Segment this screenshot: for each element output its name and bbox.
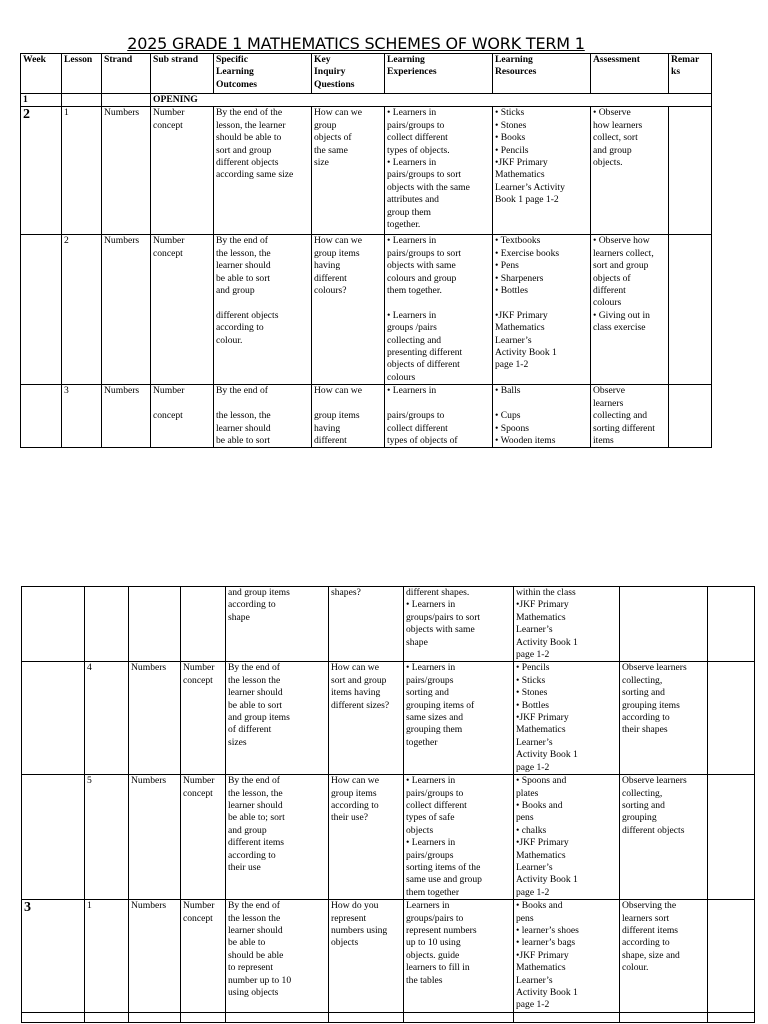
table-row (22, 1012, 755, 1022)
resources-cell: • Balls • Cups • Spoons • Wooden items (493, 385, 591, 448)
week-cell: 3 (22, 900, 85, 1013)
table-row (22, 662, 755, 775)
scheme-table-page-1 (20, 53, 712, 448)
resources-cell: • Pencils • Sticks • Stones • Bottles •JKF Primary Mathematics Learner’s Activity Book 1 page 1-2 (514, 662, 620, 775)
experiences-cell: different shapes. • Learners in groups/pairs to sort objects with same shape (404, 587, 514, 662)
strand-cell: Numbers (102, 235, 151, 385)
outcomes-cell: By the end of the lesson, the learner should be able to sort and group different objects according same size (214, 107, 312, 235)
table-cell (102, 94, 151, 107)
lesson-cell: 1 (62, 107, 102, 235)
resources-cell: • Textbooks • Exercise books • Pens • Sharpeners • Bottles •JKF Primary Mathematics Learner’s Activity Book 1 page 1-2 (493, 235, 591, 385)
header-resources: Learning Resources (493, 54, 591, 94)
experiences-cell: • Learners in pairs/groups to collect different types of safe objects • Learners in pairs/groups sorting items of the same use and group them together (404, 775, 514, 900)
header-experiences: Learning Experiences (385, 54, 493, 94)
table-row (22, 900, 755, 1013)
questions-cell: How can we group items according to their use? (329, 775, 404, 900)
questions-cell: How can we group items having different colours? (312, 235, 385, 385)
opening-row (21, 94, 712, 107)
sub-strand-cell: Number concept (181, 900, 226, 1013)
experiences-cell: • Learners in pairs/groups to collect different types of objects. • Learners in pairs/groups to sort objects with the same attributes and group them together. (385, 107, 493, 235)
header-row (21, 54, 712, 94)
questions-cell: How can we group objects of the same size (312, 107, 385, 235)
strand-cell: Numbers (102, 385, 151, 448)
resources-cell: • Books and pens • learner’s shoes • learner’s bags •JKF Primary Mathematics Learner’s Activity Book 1 page 1-2 (514, 900, 620, 1013)
week-cell: 2 (21, 107, 62, 235)
sub-strand-cell: Number concept (181, 775, 226, 900)
scheme-table-page-2 (21, 586, 755, 1023)
assessment-cell: Observe learners collecting and sorting different items (591, 385, 669, 448)
sub-strand-cell: Number concept (151, 107, 214, 235)
experiences-cell: Learners in groups/pairs to represent numbers up to 10 using objects. guide learners to fill in the tables (404, 900, 514, 1013)
questions-cell: How can we sort and group items having different sizes? (329, 662, 404, 775)
sub-strand-cell: Number concept (151, 385, 214, 448)
questions-cell: shapes? (329, 587, 404, 662)
questions-cell: How do you represent numbers using objects (329, 900, 404, 1013)
outcomes-cell: By the end of the lesson the learner should be able to sort and group items of different sizes (226, 662, 329, 775)
header-questions: Key Inquiry Questions (312, 54, 385, 94)
week-cell (22, 587, 85, 662)
table-row (21, 235, 712, 385)
remarks-cell (708, 587, 755, 662)
sub-strand-cell (181, 587, 226, 662)
assessment-cell (620, 587, 708, 662)
experiences-cell: • Learners in pairs/groups to collect different types of objects of (385, 385, 493, 448)
assessment-cell: Observe learners collecting, sorting and grouping items according to their shapes (620, 662, 708, 775)
strand-cell: Numbers (102, 107, 151, 235)
outcomes-cell: and group items according to shape (226, 587, 329, 662)
questions-cell: How can we group items having different (312, 385, 385, 448)
header-assessment: Assessment (591, 54, 669, 94)
table-cell (514, 1012, 620, 1022)
assessment-cell: • Observe how learners collect, sort and group objects of different colours • Giving out in class exercise (591, 235, 669, 385)
week-cell (22, 775, 85, 900)
strand-cell: Numbers (129, 775, 181, 900)
outcomes-cell: By the end of the lesson the learner should be able to should be able to represent number up to 10 using objects (226, 900, 329, 1013)
strand-cell: Numbers (129, 662, 181, 775)
remarks-cell (708, 662, 755, 775)
table-row (21, 385, 712, 448)
header-outcomes: Specific Learning Outcomes (214, 54, 312, 94)
outcomes-cell: By the end of the lesson, the learner should be able to; sort and group different items according to their use (226, 775, 329, 900)
header-week: Week (21, 54, 62, 94)
remarks-cell (669, 107, 712, 235)
remarks-cell (669, 385, 712, 448)
assessment-cell: • Observe how learners collect, sort and group objects. (591, 107, 669, 235)
table-cell (620, 1012, 708, 1022)
remarks-cell (708, 775, 755, 900)
outcomes-cell: By the end of the lesson, the learner should be able to sort (214, 385, 312, 448)
assessment-cell: Observe learners collecting, sorting and grouping different objects (620, 775, 708, 900)
table-cell (85, 1012, 129, 1022)
document-title: 2025 GRADE 1 MATHEMATICS SCHEMES OF WORK TERM 1 (127, 34, 585, 53)
assessment-cell: Observing the learners sort different items according to shape, size and colour. (620, 900, 708, 1013)
outcomes-cell: By the end of the lesson, the learner should be able to sort and group different objects according to colour. (214, 235, 312, 385)
table-cell (329, 1012, 404, 1022)
week-cell (21, 235, 62, 385)
table-cell (129, 1012, 181, 1022)
table-row (22, 775, 755, 900)
remarks-cell (669, 235, 712, 385)
sub-strand-cell: Number concept (151, 235, 214, 385)
lesson-cell: 2 (62, 235, 102, 385)
lesson-cell: 3 (62, 385, 102, 448)
header-lesson: Lesson (62, 54, 102, 94)
experiences-cell: • Learners in pairs/groups to sort objects with same colours and group them together. • Learners in groups /pairs collecting and presenting different objects of different colours (385, 235, 493, 385)
table-cell (181, 1012, 226, 1022)
header-remarks: Remar ks (669, 54, 712, 94)
resources-cell: • Sticks • Stones • Books • Pencils •JKF Primary Mathematics Learner’s Activity Book 1 page 1-2 (493, 107, 591, 235)
remarks-cell (708, 900, 755, 1013)
strand-cell: Numbers (129, 900, 181, 1013)
table-row (21, 107, 712, 235)
table-cell (708, 1012, 755, 1022)
header-sub-strand: Sub strand (151, 54, 214, 94)
strand-cell (129, 587, 181, 662)
header-strand: Strand (102, 54, 151, 94)
resources-cell: • Spoons and plates • Books and pens • chalks •JKF Primary Mathematics Learner’s Activity Book 1 page 1-2 (514, 775, 620, 900)
lesson-cell (85, 587, 129, 662)
table-cell (22, 1012, 85, 1022)
resources-cell: within the class •JKF Primary Mathematics Learner’s Activity Book 1 page 1-2 (514, 587, 620, 662)
table-cell (62, 94, 102, 107)
lesson-cell: 5 (85, 775, 129, 900)
week-cell (21, 385, 62, 448)
week-cell (22, 662, 85, 775)
lesson-cell: 4 (85, 662, 129, 775)
lesson-cell: 1 (85, 900, 129, 1013)
table-row (22, 587, 755, 662)
experiences-cell: • Learners in pairs/groups sorting and grouping items of same sizes and grouping them together (404, 662, 514, 775)
table-cell (226, 1012, 329, 1022)
table-cell (404, 1012, 514, 1022)
opening-label: OPENING (151, 94, 712, 107)
sub-strand-cell: Number concept (181, 662, 226, 775)
opening-week: 1 (21, 94, 62, 107)
